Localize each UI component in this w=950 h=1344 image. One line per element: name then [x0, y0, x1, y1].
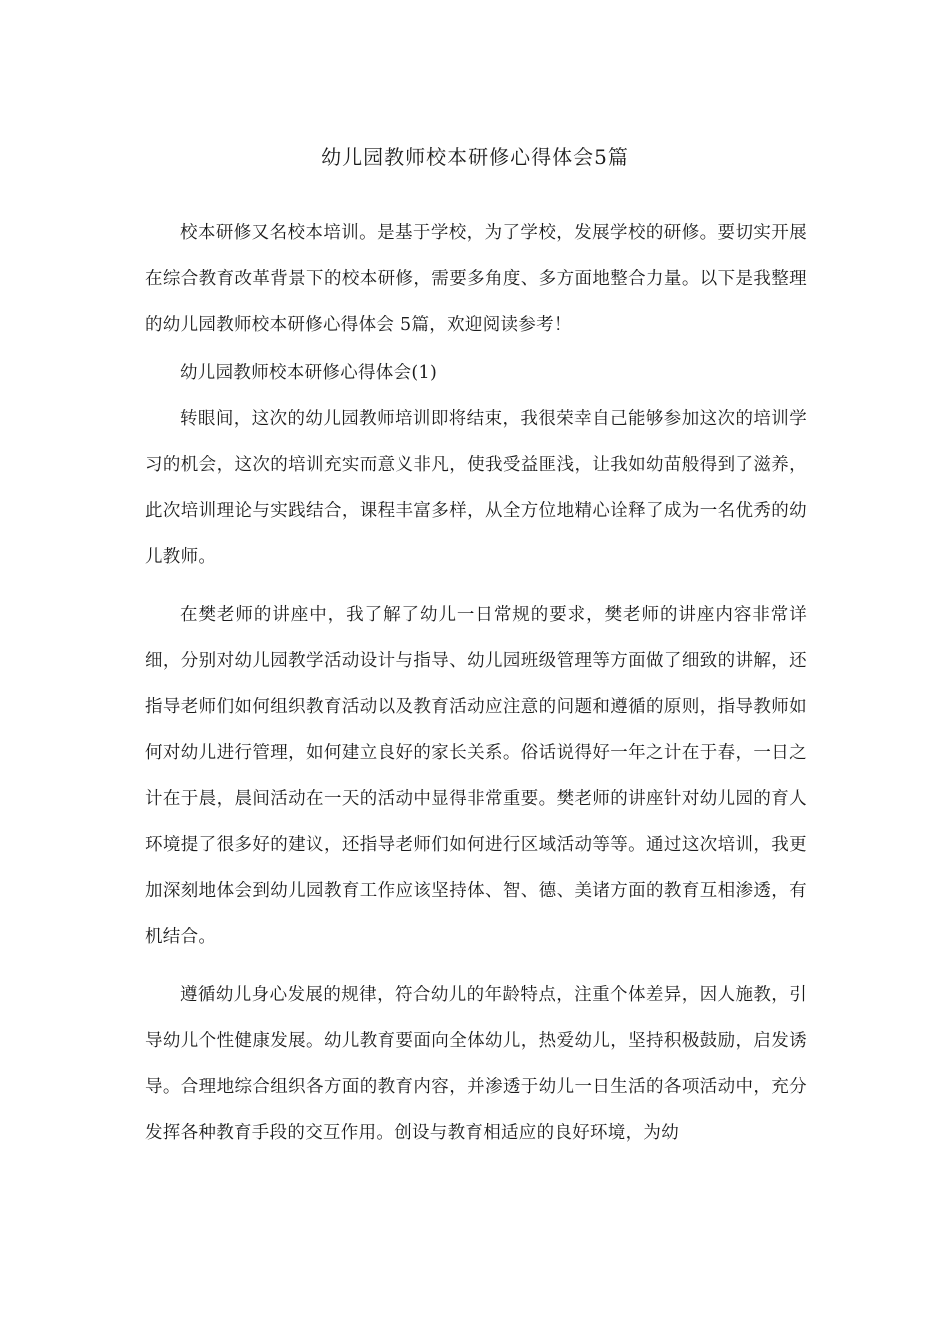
- body-paragraph: 在樊老师的讲座中，我了解了幼儿一日常规的要求，樊老师的讲座内容非常详细，分别对幼儿园教学活动设计与指导、幼儿园班级管理等方面做了细致的讲解，还指导老师们如何组织教育活动以及教育活动应注意的问题和遵循的原则，指导教师如何对幼儿进行管理，如何建立良好的家长关系。俗话说得好一年之计在于春，一日之计在于晨，晨间活动在一天的活动中显得非常重要。樊老师的讲座针对幼儿园的育人环境提了很多好的建议，还指导老师们如何进行区域活动等等。通过这次培训，我更加深刻地体会到幼儿园教育工作应该坚持体、智、德、美诸方面的教育互相渗透，有机结合。: [145, 605, 807, 947]
- document-title: 幼儿园教师校本研修心得体会5篇: [321, 145, 629, 169]
- document-body: [145, 210, 807, 1156]
- intro-paragraph: 校本研修又名校本培训。是基于学校，为了学校，发展学校的研修。要切实开展在综合教育改革背景下的校本研修，需要多角度、多方面地整合力量。以下是我整理的幼儿园教师校本研修心得体会 5篇，欢迎阅读参考！: [145, 223, 807, 335]
- section-heading: 幼儿园教师校本研修心得体会(1): [180, 363, 438, 383]
- body-paragraph: 遵循幼儿身心发展的规律，符合幼儿的年龄特点，注重个体差异，因人施教，引导幼儿个性健康发展。幼儿教育要面向全体幼儿，热爱幼儿，坚持积极鼓励，启发诱导。合理地综合组织各方面的教育内容，并渗透于幼儿一日生活的各项活动中，充分发挥各种教育手段的交互作用。创设与教育相适应的良好环境，为幼: [145, 985, 807, 1143]
- body-paragraph: 转眼间，这次的幼儿园教师培训即将结束，我很荣幸自己能够参加这次的培训学习的机会，这次的培训充实而意义非凡，使我受益匪浅，让我如幼苗般得到了滋养，此次培训理论与实践结合，课程丰富多样，从全方位地精心诠释了成为一名优秀的幼儿教师。: [145, 409, 807, 567]
